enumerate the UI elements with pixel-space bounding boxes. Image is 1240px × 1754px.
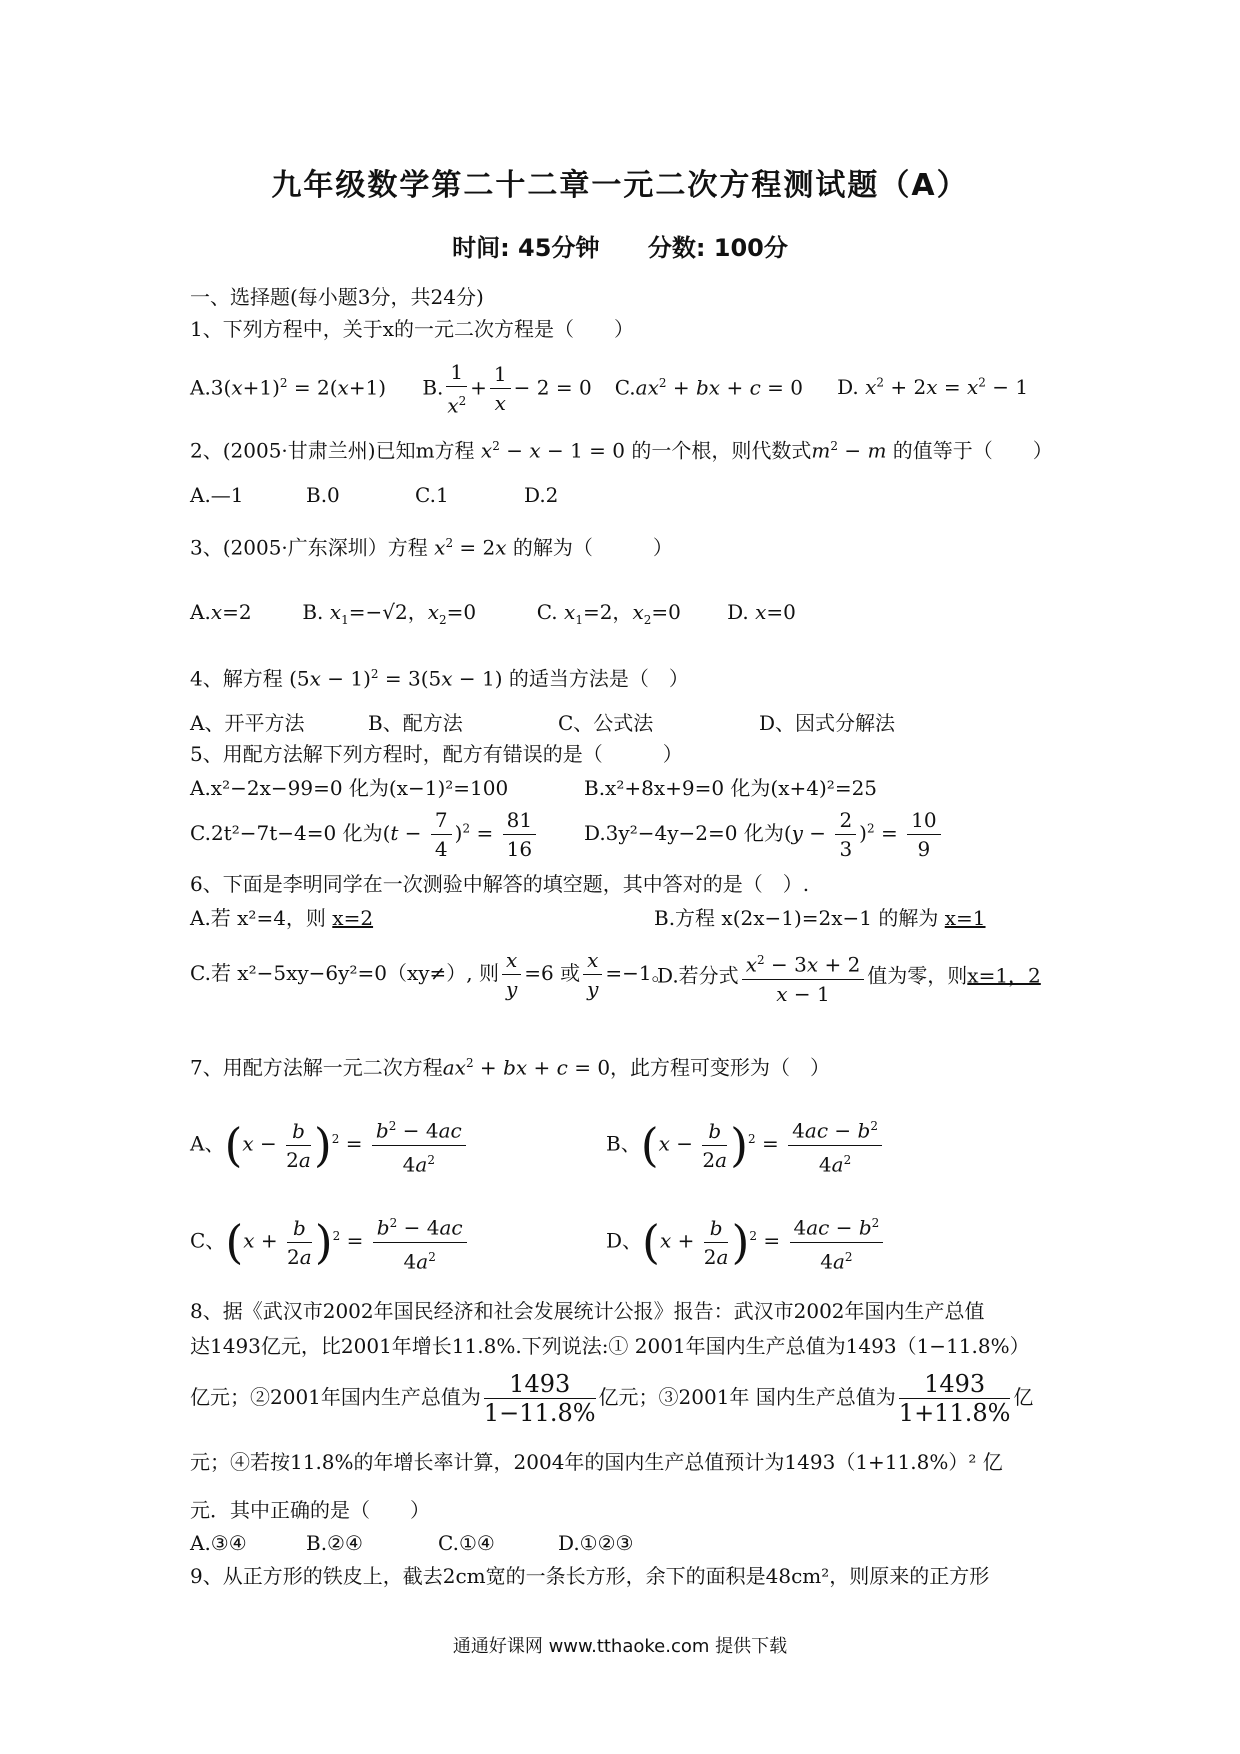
question-1-stem: 1、下列方程中，关于x的一元二次方程是（ ） (190, 317, 635, 341)
question-5-option-c: C.2t²−7t−4=0 化为(t − $\frac{7}{4}$ )$^2$ = $\frac{81}{16}$ (190, 806, 539, 863)
question-6-stem: 6、下面是李明同学在一次测验中解答的填空题，其中答对的是（ ）. (190, 872, 810, 896)
question-2-option-b: B.0 (306, 483, 340, 507)
question-8-option-d: D.①②③ (558, 1531, 634, 1555)
question-5-option-d: D.3y²−4y−2=0 化为(y − $\frac{2}{3}$ )$^2$ = $\frac{10}{9}$ (584, 806, 944, 863)
question-6-option-d: D.若分式 $\frac{x^2 - 3x + 2}{x - 1}$ 值为零，则x=1，2 (657, 946, 1041, 1008)
question-8-line-1: 8、据《武汉市2002年国民经济和社会发展统计公报》报告：武汉市2002年国内生产总值 (190, 1299, 985, 1323)
question-4-stem: 4、解方程 $(5x - 1)^2 = 3(5x - 1)$ 的适当方法是（ ） (190, 666, 689, 691)
question-8-option-c: C.①④ (438, 1531, 495, 1555)
question-5-stem: 5、用配方法解下列方程时，配方有错误的是（ ） (190, 742, 683, 766)
page-title: 九年级数学第二十二章一元二次方程测试题（A） (271, 168, 969, 203)
question-6-option-a: A.若 x²=4，则 x=2 (190, 906, 374, 930)
question-5-option-b: B.x²+8x+9=0 化为(x+4)²=25 (584, 776, 878, 800)
question-7-option-c: C、(x + $\frac{b}{2a}$ )$^2$ = $\frac{b^2 - 4ac}{4a^2}$ (190, 1209, 470, 1275)
exam-meta (0, 228, 1240, 263)
question-5-option-a: A.x²−2x−99=0 化为(x−1)²=100 (190, 776, 509, 800)
score-label: 分数: 100分 (647, 234, 788, 262)
question-8-line-5: 元．其中正确的是（ ） (190, 1498, 430, 1522)
question-3-stem: 3、(2005·广东深圳）方程 $x^2 = 2x$ 的解为（ ） (190, 535, 673, 560)
question-7-option-b: B、(x − $\frac{b}{2a}$ )$^2$ = $\frac{4ac - b^2}{4a^2}$ (606, 1112, 885, 1178)
question-4-option-d: D、因式分解法 (759, 711, 896, 735)
question-8-line-4: 元；④若按11.8%的年增长率计算，2004年的国内生产总值预计为1493（1+11.8%）² 亿 (190, 1450, 1003, 1474)
section-heading: 一、选择题(每小题3分，共24分) (190, 285, 484, 309)
question-8-line-2: 达1493亿元，比2001年增长11.8%.下列说法:① 2001年国内生产总值为1493（1−11.8%） (190, 1334, 1030, 1358)
question-4-option-b: B、配方法 (368, 711, 463, 735)
question-3-options: A.x=2 B. $x_1=-√2$，$x_2=0$ C. $x_1=2$，$x_2=0$ D. x=0 (190, 600, 796, 627)
question-8-option-a: A.③④ (190, 1531, 247, 1555)
question-7-option-a: A、(x − $\frac{b}{2a}$ )$^2$ = $\frac{b^2 - 4ac}{4a^2}$ (190, 1112, 469, 1178)
question-2-stem: 2、(2005·甘肃兰州)已知m方程 $x^2 - x - 1 = 0$ 的一个根，则代数式$m^2 - m$ 的值等于（ ） (190, 438, 1053, 463)
question-8-option-b: B.②④ (306, 1531, 363, 1555)
question-2-option-a: A.—1 (190, 483, 244, 507)
question-1-options: $A.3(x+1)^2 = 2(x+1)$ B. $\frac{1}{x^2}$ + $\frac{1}{x}$ − 2 = 0 $C.ax^2$ + bx + c = 0 D. $x^2 + 2x = x^2 - 1$ (190, 360, 1029, 418)
question-4-option-a: A、开平方法 (190, 711, 305, 735)
question-6-option-c: C.若 x²−5xy−6y²=0（xy≠）, 则 $\frac{x}{y}$ =6 或 $\frac{x}{y}$ =−1。 (190, 948, 672, 1001)
question-7-stem: 7、用配方法解一元二次方程$ax^2$ + bx + c = 0，此方程可变形为（ ） (190, 1055, 831, 1080)
question-4-option-c: C、公式法 (558, 711, 654, 735)
question-8-line-3: 亿元；②2001年国内生产总值为 $\frac{1493}{1-11.8\%}$ 亿元；③2001年 国内生产总值为 $\frac{1493}{1+11.8\%}$ 亿 (190, 1370, 1034, 1427)
question-6-option-b: B.方程 x(2x−1)=2x−1 的解为 x=1 (654, 906, 986, 930)
page-footer: 通通好课网 www.tthaoke.com 提供下载 (452, 1636, 788, 1657)
question-7-option-d: D、(x + $\frac{b}{2a}$ )$^2$ = $\frac{4ac - b^2}{4a^2}$ (606, 1209, 886, 1275)
question-2-option-d: D.2 (524, 483, 559, 507)
question-9-line-1: 9、从正方形的铁皮上，截去2cm宽的一条长方形，余下的面积是48cm²，则原来的正方形 (190, 1564, 990, 1588)
time-label: 时间: 45分钟 (452, 234, 600, 262)
question-2-option-c: C.1 (415, 483, 449, 507)
